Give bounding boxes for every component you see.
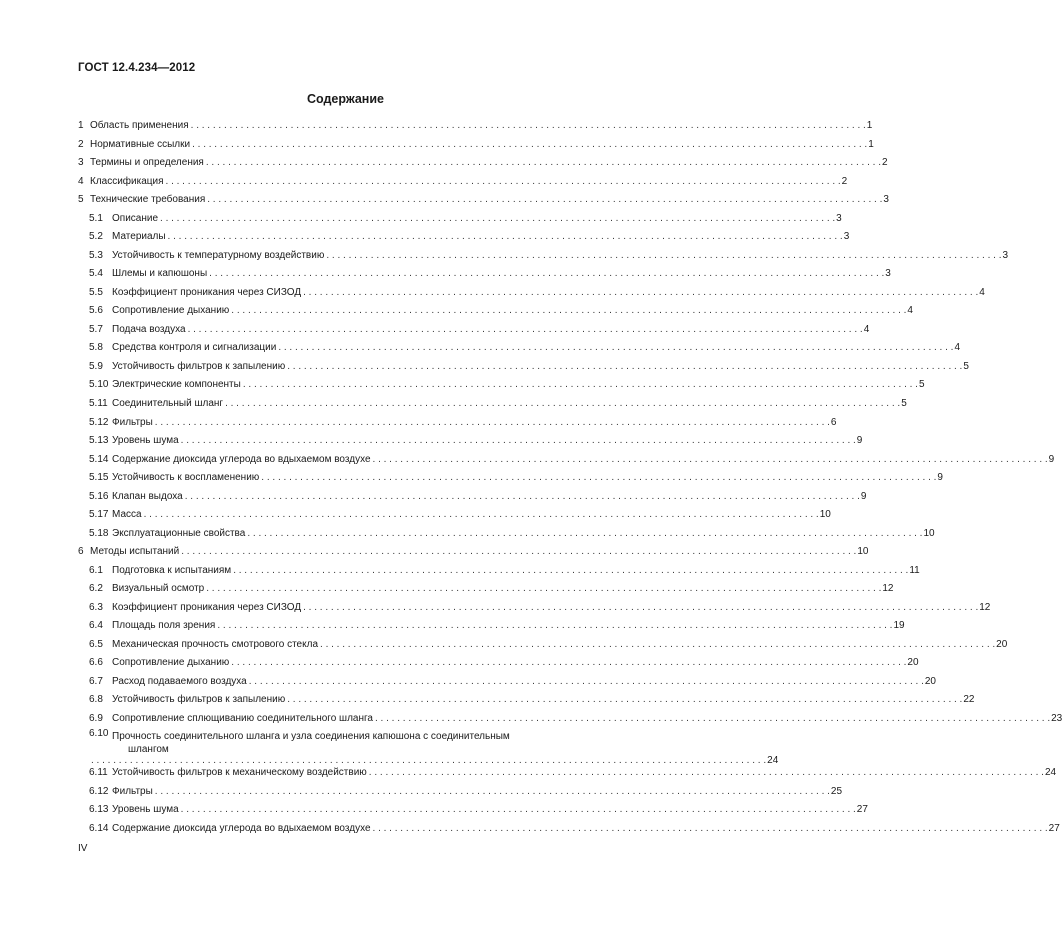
toc-entry[interactable]: [78, 672, 936, 691]
toc-entry-label: Масса: [112, 509, 142, 521]
toc-leader-dots: [206, 583, 881, 595]
toc-leader-dots: [287, 694, 962, 706]
toc-leader-dots: [303, 602, 978, 614]
toc-entry-number: 5: [78, 194, 84, 206]
toc-entry-number: 2: [78, 138, 84, 150]
toc-leader-dots: [144, 509, 819, 521]
toc-entry-page: 23: [1051, 712, 1062, 724]
toc-entry-page: 24: [767, 755, 779, 767]
toc-entry-label: Механическая прочность смотрового стекла: [112, 638, 319, 650]
toc-entry-number: 5.8: [89, 342, 103, 354]
toc-leader-dots: [207, 194, 882, 206]
toc-entry-number: 6.9: [89, 712, 103, 724]
toc-leader-dots: [181, 804, 856, 816]
toc-entry-page: 1: [868, 138, 874, 150]
toc-leader-dots: [303, 287, 978, 299]
toc-leader-dots: [247, 528, 922, 540]
toc-entry-label: Электрические компоненты: [112, 379, 241, 391]
toc-entry-page: 10: [819, 509, 831, 521]
toc-entry-number: 6.11: [89, 767, 108, 779]
toc-entry-number: 6.14: [89, 822, 109, 834]
toc-entry-page: 25: [830, 785, 843, 797]
toc-entry[interactable]: [78, 728, 779, 767]
toc-entry-number: 5.1: [89, 212, 103, 224]
toc-entry-number: 6.6: [89, 657, 103, 669]
toc-leader-dots: [233, 565, 908, 577]
toc-entry-number: 6.10: [89, 728, 109, 740]
toc-entry[interactable]: [78, 154, 888, 173]
toc-leader-dots: [320, 639, 995, 651]
toc-entry-page: 3: [883, 194, 889, 206]
toc-leader-dots: [185, 491, 860, 503]
toc-entry-number: 5.2: [89, 231, 103, 243]
toc-entry-number: 3: [78, 157, 84, 169]
toc-entry-number: 6.5: [89, 638, 103, 650]
toc-leader-dots: [217, 620, 892, 632]
toc-leader-dots: [278, 342, 953, 354]
toc-leader-dots: [225, 398, 900, 410]
toc-entry-number: 5.16: [89, 490, 109, 502]
document-code: ГОСТ 12.4.234—2012: [78, 62, 196, 74]
toc-entry-label: Методы испытаний: [90, 546, 180, 558]
toc-entry-number: 5.3: [89, 249, 103, 261]
toc-entry-label: Эксплуатационные свойства: [112, 527, 246, 539]
toc-entry-label: Термины и определения: [90, 157, 204, 169]
toc-leader-dots: [181, 435, 856, 447]
toc-entry-page: 9: [856, 435, 863, 447]
toc-leader-dots: [191, 120, 866, 132]
toc-entry-number: 6.3: [89, 601, 103, 613]
toc-entry-label: Подготовка к испытаниям: [112, 564, 232, 576]
toc-leader-dots: [188, 324, 863, 336]
toc-entry-number: 5.4: [89, 268, 103, 280]
toc-entry-page: 9: [1048, 453, 1055, 465]
toc-entry[interactable]: [78, 635, 1008, 654]
toc-entry[interactable]: [78, 339, 961, 358]
toc-entry-label: Устойчивость фильтров к запылению: [112, 694, 286, 706]
toc-entry-page: 11: [909, 564, 920, 576]
toc-entry[interactable]: [78, 469, 943, 488]
toc-entry[interactable]: [78, 413, 837, 432]
toc-leader-dots: [192, 139, 867, 151]
toc-entry[interactable]: [78, 820, 1060, 839]
toc-entry-label: Сопротивление сплющиванию соединительного шланга: [112, 712, 373, 724]
toc-entry-page: 10: [857, 546, 869, 558]
toc-leader-dots: [369, 767, 1044, 779]
toc-entry-page: 27: [856, 804, 868, 816]
toc-entry[interactable]: [78, 450, 1055, 469]
page-number: IV: [78, 843, 88, 854]
toc-entry-page: 5: [901, 397, 907, 409]
toc-leader-dots: [231, 657, 906, 669]
toc-entry[interactable]: [78, 265, 891, 284]
toc-entry[interactable]: [78, 191, 889, 210]
toc-entry-label: Сопротивление дыханию: [112, 305, 230, 317]
toc-entry-page: 4: [954, 342, 961, 354]
toc-entry[interactable]: [78, 654, 919, 673]
toc-leader-dots: [373, 454, 1048, 466]
toc-leader-dots: [206, 157, 881, 169]
toc-entry-label: Подача воздуха: [112, 323, 186, 335]
toc-entry-label: Содержание диоксида углерода во вдыхаемом воздухе: [112, 822, 371, 834]
toc-entry-number: 4: [78, 175, 84, 187]
toc-entry[interactable]: [78, 302, 913, 321]
toc-entry-label: Коэффициент проникания через СИЗОД: [112, 601, 302, 613]
toc-entry-page: 4: [907, 305, 913, 317]
toc-entry[interactable]: [78, 580, 894, 599]
toc-entry-page: 9: [860, 490, 867, 502]
toc-entry[interactable]: [78, 764, 1057, 783]
toc-entry[interactable]: [78, 136, 874, 155]
toc-leader-dots: [243, 379, 918, 391]
toc-entry[interactable]: [78, 506, 831, 525]
toc-entry-label: Материалы: [112, 231, 166, 243]
toc-entry-label: Клапан выдоха: [112, 490, 183, 502]
toc-entry-label: Средства контроля и сигнализации: [112, 342, 277, 354]
toc-leader-dots: [160, 213, 835, 225]
toc-entry[interactable]: [78, 432, 863, 451]
toc-leader-dots: [249, 676, 924, 688]
toc-entry-page: 12: [882, 583, 894, 595]
toc-leader-dots: [181, 546, 856, 558]
toc-entry-number: 6.12: [89, 785, 109, 797]
page-title: Содержание: [306, 92, 384, 106]
toc-entry-label: Область применения: [90, 120, 189, 132]
toc-entry-label: Фильтры: [112, 785, 153, 797]
toc-entry-number: 1: [78, 120, 84, 132]
toc-entry[interactable]: [78, 358, 969, 377]
toc-entry[interactable]: [78, 284, 985, 303]
toc-entry-label: Прочность соединительного шланга и узла соединения капюшона с соединительным: [112, 731, 510, 743]
toc-entry-label: Устойчивость к температурному воздействию: [112, 249, 325, 261]
toc-entry-number: 5.9: [89, 360, 103, 372]
toc-entry-page: 9: [937, 472, 943, 484]
toc-entry[interactable]: [78, 247, 1009, 266]
toc-entry-page: 19: [893, 620, 905, 632]
toc-entry-label: Устойчивость к воспламенению: [112, 472, 260, 484]
toc-entry-label: Описание: [112, 212, 159, 224]
toc-entry-page: 12: [979, 601, 991, 613]
toc-entry-page: 4: [979, 286, 985, 298]
toc-entry-number: 5.5: [89, 286, 103, 298]
toc-entry-number: 5.13: [89, 435, 109, 447]
toc-leader-dots: [287, 361, 962, 373]
toc-entry-number: 5.6: [89, 305, 103, 317]
toc-entry-page: 20: [996, 638, 1008, 650]
toc-entry[interactable]: [78, 228, 850, 247]
toc-entry-page: 22: [963, 694, 975, 706]
toc-entry-page: 2: [882, 157, 888, 169]
toc-entry-number: 5.15: [89, 472, 109, 484]
toc-entry-number: 6.8: [89, 694, 103, 706]
toc-entry-number: 5.10: [89, 379, 109, 391]
toc-entry[interactable]: [78, 487, 867, 506]
toc-entry-label: Нормативные ссылки: [90, 138, 191, 150]
toc-entry-number: 6.13: [89, 804, 109, 816]
toc-entry-label: Шлемы и капюшоны: [112, 268, 208, 280]
toc-entry-number: 6.2: [89, 583, 103, 595]
toc-leader-dots: [168, 231, 843, 243]
toc-entry-label: Расход подаваемого воздуха: [112, 675, 247, 687]
toc-entry-label: Устойчивость фильтров к механическому воздействию: [112, 767, 367, 779]
toc-entry-label: Визуальный осмотр: [112, 583, 205, 595]
toc-leader-dots: [209, 268, 884, 280]
toc-leader-dots: [155, 417, 830, 429]
toc-leader-dots: [326, 250, 1001, 262]
toc-entry[interactable]: [78, 783, 843, 802]
toc-entry-page: 5: [918, 379, 925, 391]
toc-entry-number: 5.7: [89, 323, 103, 335]
toc-entry[interactable]: [78, 321, 870, 340]
toc-leader-dots: [231, 305, 906, 317]
toc-entry[interactable]: [78, 117, 873, 136]
toc-entry-number: 5.18: [89, 527, 109, 539]
toc-entry-number: 5.14: [89, 453, 109, 465]
toc-entry-page: 3: [843, 231, 850, 243]
toc-entry-number: 5.12: [89, 416, 109, 428]
toc-leader-dots: [155, 786, 830, 798]
toc-entry-page: 3: [885, 268, 891, 280]
toc-entry-label: Коэффициент проникания через СИЗОД: [112, 286, 302, 298]
toc-entry[interactable]: [78, 801, 868, 820]
toc-entry[interactable]: [78, 524, 935, 543]
toc-entry-page: 20: [924, 675, 936, 687]
toc-entry-label: Фильтры: [112, 416, 153, 428]
toc-entry[interactable]: [78, 543, 869, 562]
toc-entry[interactable]: [78, 376, 925, 395]
toc-entry-page: 27: [1048, 822, 1060, 834]
toc-leader-dots: [261, 472, 936, 484]
toc-entry-number: 6.1: [89, 564, 103, 576]
toc-entry-number: 6.4: [89, 620, 103, 632]
toc-entry-page: 1: [866, 120, 873, 132]
toc-entry-label: Уровень шума: [112, 435, 179, 447]
toc-entry-page: 20: [907, 657, 919, 669]
toc-entry-label: Площадь поля зрения: [112, 620, 216, 632]
toc-entry-page: 5: [963, 360, 969, 372]
toc-entry-number: 6: [78, 546, 84, 558]
toc-entry-label: Технические требования: [90, 194, 206, 206]
toc-entry-label: Уровень шума: [112, 804, 179, 816]
toc-entry-page: 3: [836, 212, 842, 224]
toc-entry[interactable]: [78, 561, 920, 580]
toc-entry[interactable]: [78, 691, 975, 710]
toc-entry-page: 4: [863, 323, 870, 335]
toc-entry-page: 6: [830, 416, 837, 428]
toc-entry-number: 5.17: [89, 509, 109, 521]
toc-entry-page: 24: [1044, 767, 1057, 779]
toc-entry-page: 10: [923, 527, 935, 539]
toc-entry-number: 5.11: [89, 397, 108, 409]
toc-entry-label: Содержание диоксида углерода во вдыхаемом воздухе: [112, 453, 371, 465]
toc-entry-label: Сопротивление дыханию: [112, 657, 230, 669]
toc-entry-number: 6.7: [89, 675, 103, 687]
toc-entry-page: 3: [1002, 249, 1009, 261]
table-of-contents: [78, 117, 1062, 838]
toc-entry[interactable]: [78, 173, 848, 192]
toc-entry[interactable]: [78, 617, 905, 636]
toc-entry-label-continued: шлангом: [128, 744, 169, 756]
toc-entry[interactable]: [78, 710, 1062, 729]
toc-entry[interactable]: [78, 395, 907, 414]
toc-entry[interactable]: [78, 210, 842, 229]
toc-entry-label: Соединительный шланг: [112, 397, 224, 409]
toc-entry-label: Классификация: [90, 175, 164, 187]
toc-entry[interactable]: [78, 598, 991, 617]
toc-entry-page: 2: [841, 175, 848, 187]
toc-leader-dots: [375, 713, 1050, 725]
toc-entry-label: Устойчивость фильтров к запылению: [112, 360, 286, 372]
toc-leader-dots: [166, 176, 841, 188]
toc-leader-dots: [373, 823, 1048, 835]
